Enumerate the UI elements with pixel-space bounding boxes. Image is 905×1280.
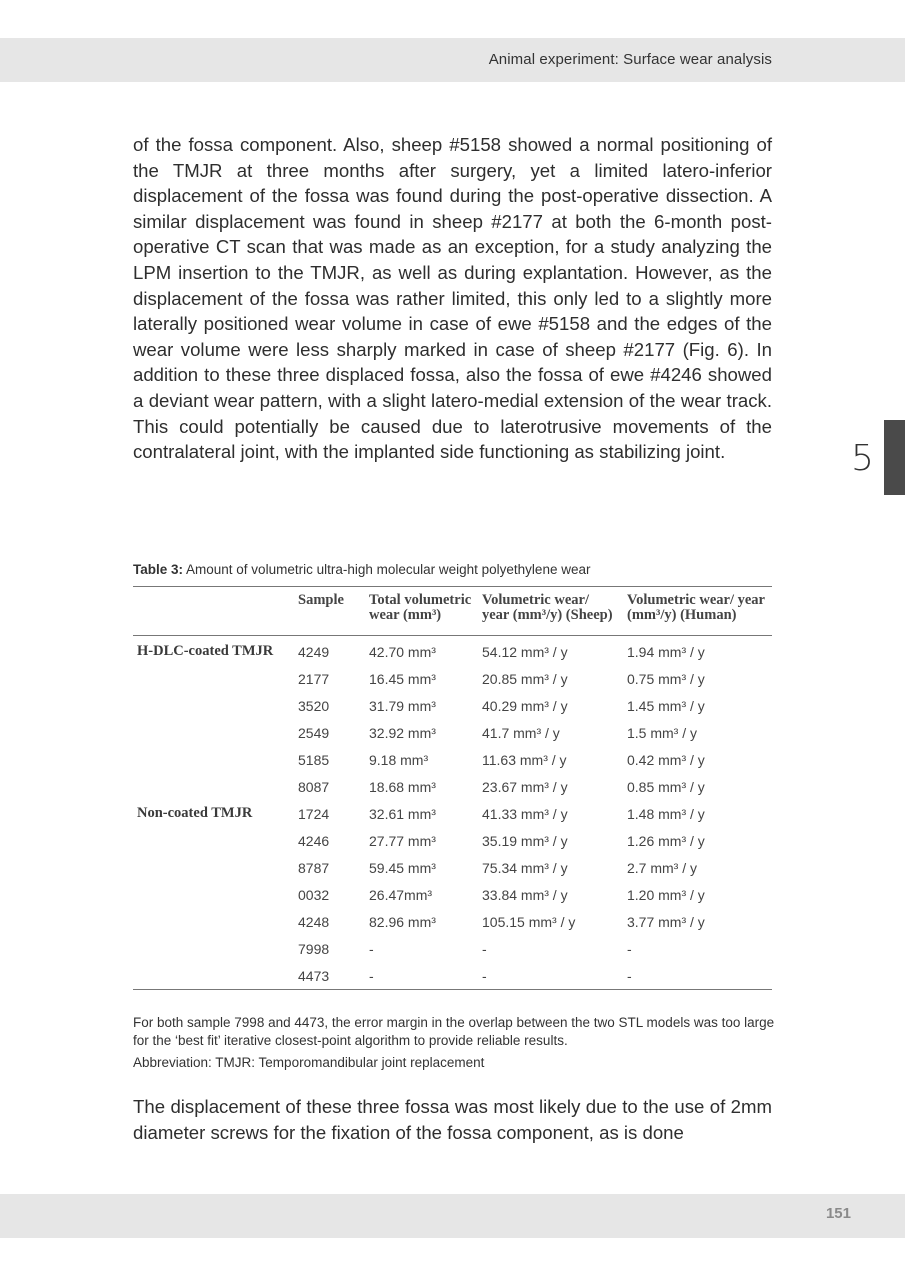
row-group-label — [133, 773, 294, 800]
sample-id: 2549 — [298, 724, 330, 741]
total-wear: 18.68 mm³ — [369, 778, 436, 795]
table-body — [133, 636, 772, 990]
table-row — [133, 881, 772, 908]
wear-per-year-sheep: 35.19 mm³ / y — [482, 832, 568, 849]
wear-per-year-sheep: 40.29 mm³ / y — [482, 697, 568, 714]
total-wear: 9.18 mm³ — [369, 751, 429, 768]
table-row — [133, 800, 772, 827]
sample-id: 1724 — [298, 805, 330, 822]
total-wear: 32.92 mm³ — [369, 724, 436, 741]
wear-per-year-sheep: - — [478, 962, 623, 990]
total-wear: - — [369, 940, 374, 957]
table-row — [133, 719, 772, 746]
sample-id: 2177 — [298, 670, 330, 687]
wear-per-year-sheep: 20.85 mm³ / y — [482, 670, 568, 687]
header-sample: Sample — [294, 587, 365, 636]
wear-per-year-sheep: 75.34 mm³ / y — [482, 859, 568, 876]
wear-per-year-human: - — [627, 940, 632, 957]
row-group-label — [133, 746, 294, 773]
total-wear: 26.47mm³ — [369, 886, 433, 903]
total-wear: 42.70 mm³ — [369, 643, 436, 660]
wear-per-year-human: 0.85 mm³ / y — [627, 778, 705, 795]
row-group-label — [133, 962, 294, 990]
row-group-label: H-DLC-coated TMJR — [137, 643, 274, 659]
table-row — [133, 692, 772, 719]
body-paragraph-2: The displacement of these three fossa was most likely due to the use of 2mm diameter screws for the fixation of the fossa component, as is done — [133, 1096, 772, 1143]
sample-id: 0032 — [298, 886, 330, 903]
row-group-label — [133, 719, 294, 746]
row-group-label — [133, 665, 294, 692]
header-wear-human: Volumetric wear/ year (mm³/y) (Human) — [623, 587, 772, 636]
table-row — [133, 854, 772, 881]
sample-id: 8087 — [298, 778, 330, 795]
sample-id: 4246 — [298, 832, 330, 849]
row-group-label — [133, 692, 294, 719]
table-row — [133, 962, 772, 990]
header-wear-sheep: Volumetric wear/ year (mm³/y) (Sheep) — [478, 587, 623, 636]
header-group — [133, 587, 294, 636]
sample-id: 4473 — [294, 962, 365, 990]
row-group-label: Non-coated TMJR — [137, 805, 253, 821]
wear-per-year-sheep: 23.67 mm³ / y — [482, 778, 568, 795]
row-group-label — [133, 881, 294, 908]
table-row — [133, 935, 772, 962]
footer-band — [0, 1194, 905, 1238]
chapter-tab — [884, 420, 905, 495]
abbreviation-note: Abbreviation: TMJR: Temporomandibular joint replacement — [133, 1055, 485, 1070]
table-caption-label: Table 3: — [133, 562, 184, 577]
table-row — [133, 827, 772, 854]
wear-per-year-sheep: 41.7 mm³ / y — [482, 724, 560, 741]
wear-per-year-sheep: 11.63 mm³ / y — [482, 751, 567, 768]
header-band — [0, 38, 905, 82]
total-wear: 32.61 mm³ — [369, 805, 436, 822]
running-head: Animal experiment: Surface wear analysis — [488, 51, 772, 68]
wear-per-year-human: 2.7 mm³ / y — [627, 859, 698, 876]
table-footnote: For both sample 7998 and 4473, the error margin in the overlap between the two STL models was too large for the ‘best fit’ iterative closest-point algorithm to provide reliable results. — [133, 1015, 775, 1048]
page-number: 151 — [825, 1205, 851, 1222]
row-group-label — [133, 935, 294, 962]
total-wear: 27.77 mm³ — [369, 832, 436, 849]
wear-per-year-human: 1.48 mm³ / y — [627, 805, 705, 822]
wear-per-year-sheep: 33.84 mm³ / y — [482, 886, 568, 903]
wear-per-year-human: 1.94 mm³ / y — [627, 643, 705, 660]
table-row — [133, 773, 772, 800]
wear-per-year-human: 3.77 mm³ / y — [627, 913, 705, 930]
wear-table-container — [133, 586, 772, 990]
total-wear: 59.45 mm³ — [369, 859, 436, 876]
chapter-number: 5 — [851, 438, 874, 479]
header-total-wear: Total volumetric wear (mm³) — [365, 587, 478, 636]
table-header-row — [133, 587, 772, 636]
row-group-label — [133, 827, 294, 854]
wear-per-year-sheep: - — [482, 940, 487, 957]
wear-per-year-human: 1.26 mm³ / y — [627, 832, 705, 849]
sample-id: 7998 — [298, 940, 330, 957]
wear-per-year-human: 1.20 mm³ / y — [627, 886, 705, 903]
total-wear: - — [365, 962, 478, 990]
row-group-label — [133, 908, 294, 935]
table-caption — [133, 562, 590, 577]
wear-per-year-human: - — [623, 962, 772, 990]
table-row — [133, 746, 772, 773]
wear-per-year-sheep: 105.15 mm³ / y — [482, 913, 576, 930]
total-wear: 82.96 mm³ — [369, 913, 436, 930]
total-wear: 16.45 mm³ — [369, 670, 436, 687]
sample-id: 5185 — [298, 751, 330, 768]
wear-per-year-human: 1.5 mm³ / y — [627, 724, 698, 741]
sample-id: 4248 — [298, 913, 330, 930]
wear-per-year-human: 0.75 mm³ / y — [627, 670, 705, 687]
wear-table — [133, 586, 772, 990]
table-caption-text: Amount of volumetric ultra-high molecular weight polyethylene wear — [183, 562, 591, 577]
row-group-label — [133, 854, 294, 881]
table-row — [133, 665, 772, 692]
table-row — [133, 636, 772, 666]
wear-per-year-sheep: 41.33 mm³ / y — [482, 805, 568, 822]
total-wear: 31.79 mm³ — [369, 697, 436, 714]
sample-id: 3520 — [298, 697, 330, 714]
wear-per-year-sheep: 54.12 mm³ / y — [482, 643, 568, 660]
wear-per-year-human: 0.42 mm³ / y — [627, 751, 705, 768]
table-row — [133, 908, 772, 935]
sample-id: 4249 — [298, 643, 330, 660]
sample-id: 8787 — [298, 859, 330, 876]
wear-per-year-human: 1.45 mm³ / y — [627, 697, 705, 714]
body-paragraph-1: of the fossa component. Also, sheep #5158 showed a normal positioning of the TMJR at three months after surgery, yet a limited latero-inferior displacement of the fossa was found during the post-operative dissection. A similar displacement was found in sheep #2177 at both the 6-month post-operative CT scan that was made as an exception, for a study analyzing the LPM insertion to the TMJR, as well as during explantation. However, as the displacement of the fossa was rather limited, this only led to a slightly more laterally positioned wear volume in case of ewe #5158 and the edges of the wear volume were less sharply marked in case of sheep #2177 (Fig. 6). In addition to these three displaced fossa, also the fossa of ewe #4246 showed a deviant wear pattern, with a slight latero-medial extension of the wear track. This could potentially be caused due to laterotrusive movements of the contralateral joint, with the implanted side functioning as stabilizing joint. — [133, 134, 772, 463]
